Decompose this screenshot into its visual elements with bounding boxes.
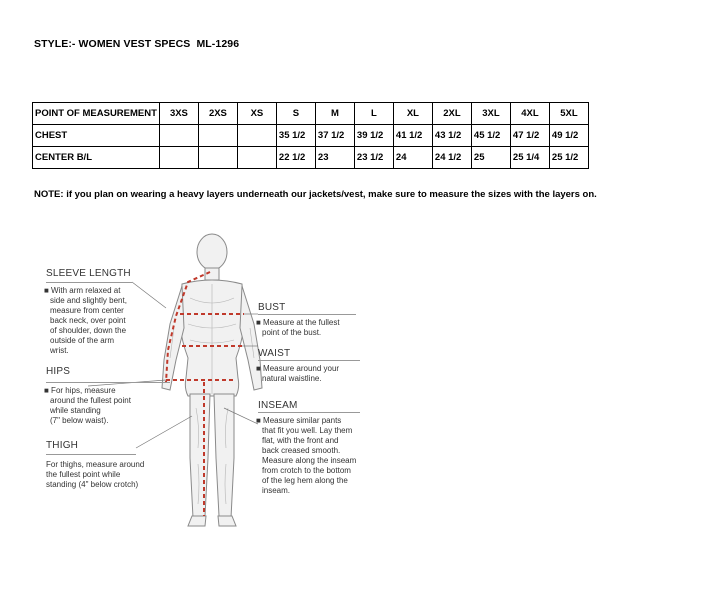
table-cell: 25 1/2 xyxy=(549,147,588,169)
hips-text-line: around the fullest point xyxy=(50,396,131,405)
waist-heading: WAIST xyxy=(258,348,291,359)
sleeve-heading: SLEEVE LENGTH xyxy=(46,268,131,279)
inseam-text-line: that fit you well. Lay them xyxy=(262,426,353,435)
measurement-guide xyxy=(30,228,372,540)
table-cell: 23 xyxy=(315,147,354,169)
table-cell xyxy=(198,125,237,147)
table-cell: 41 1/2 xyxy=(393,125,432,147)
thigh-description xyxy=(46,460,144,490)
header-cell: XL xyxy=(393,103,432,125)
hips-description xyxy=(44,386,131,426)
table-cell: 49 1/2 xyxy=(549,125,588,147)
table-cell: 35 1/2 xyxy=(276,125,315,147)
table-cell: 25 1/4 xyxy=(510,147,549,169)
spec-table xyxy=(32,102,589,169)
inseam-text-line: back creased smooth. xyxy=(262,446,341,455)
table-row xyxy=(33,125,589,147)
table-cell: 47 1/2 xyxy=(510,125,549,147)
row-label: CENTER B/L xyxy=(33,147,160,169)
header-cell: 4XL xyxy=(510,103,549,125)
table-cell: 25 xyxy=(471,147,510,169)
sleeve-description xyxy=(44,286,127,356)
header-cell: 3XL xyxy=(471,103,510,125)
table-cell: 45 1/2 xyxy=(471,125,510,147)
table-cell: 23 1/2 xyxy=(354,147,393,169)
hips-text-line: ■ For hips, measure xyxy=(44,386,116,395)
hips-heading: HIPS xyxy=(46,366,71,377)
bust-underline xyxy=(258,314,356,315)
sleeve-text-line: outside of the arm xyxy=(50,336,115,345)
inseam-heading: INSEAM xyxy=(258,400,298,411)
inseam-text-line: of the leg hem along the xyxy=(262,476,348,485)
bust-description xyxy=(256,318,340,338)
waist-underline xyxy=(258,360,360,361)
inseam-text-line: inseam. xyxy=(262,486,291,495)
table-cell: 22 1/2 xyxy=(276,147,315,169)
table-cell xyxy=(237,125,276,147)
row-label: CHEST xyxy=(33,125,160,147)
table-cell: 24 1/2 xyxy=(432,147,471,169)
table-cell: 39 1/2 xyxy=(354,125,393,147)
header-cell: POINT OF MEASUREMENT xyxy=(33,103,160,125)
header-cell: L xyxy=(354,103,393,125)
header-cell: 2XL xyxy=(432,103,471,125)
inseam-text-line: ■ Measure similar pants xyxy=(256,416,342,425)
inseam-underline xyxy=(258,412,360,413)
table-cell: 37 1/2 xyxy=(315,125,354,147)
thigh-text-line: For thighs, measure around xyxy=(46,460,145,469)
waist-text-line: natural waistline. xyxy=(262,374,322,383)
header-cell: 5XL xyxy=(549,103,588,125)
bust-heading: BUST xyxy=(258,302,286,313)
table-cell: 43 1/2 xyxy=(432,125,471,147)
table-cell: 24 xyxy=(393,147,432,169)
sleeve-text-line: back neck, over point xyxy=(50,316,126,325)
page-title: STYLE:- WOMEN VEST SPECS ML-1296 xyxy=(34,38,240,50)
thigh-text-line: the fullest point while xyxy=(46,470,121,479)
table-cell xyxy=(237,147,276,169)
inseam-text-line: flat, with the front and xyxy=(262,436,339,445)
inseam-text-line: Measure along the inseam xyxy=(262,456,357,465)
hips-text-line: while standing xyxy=(50,406,101,415)
inseam-text-line: from crotch to the bottom xyxy=(262,466,351,475)
waist-description xyxy=(256,364,339,384)
sleeve-text-line: measure from center xyxy=(50,306,124,315)
sleeve-underline xyxy=(46,282,132,283)
hips-text-line: (7" below waist). xyxy=(50,416,109,425)
table-cell xyxy=(159,147,198,169)
sleeve-text-line: of shoulder, down the xyxy=(50,326,127,335)
layering-note: NOTE: if you plan on wearing a heavy layers underneath our jackets/vest, make sure to measure the sizes with the layers on. xyxy=(34,189,597,200)
thigh-text-line: standing (4" below crotch) xyxy=(46,480,139,489)
header-cell: M xyxy=(315,103,354,125)
bust-text-line: ■ Measure at the fullest xyxy=(256,318,340,327)
header-cell: XS xyxy=(237,103,276,125)
header-cell: S xyxy=(276,103,315,125)
hips-underline xyxy=(46,382,170,383)
waist-text-line: ■ Measure around your xyxy=(256,364,340,373)
sleeve-text-line: wrist. xyxy=(50,346,69,355)
sleeve-text-line: ■ With arm relaxed at xyxy=(44,286,121,295)
table-header-row xyxy=(33,103,589,125)
table-cell xyxy=(159,125,198,147)
sleeve-text-line: side and slightly bent, xyxy=(50,296,127,305)
bust-text-line: point of the bust. xyxy=(262,328,322,337)
thigh-heading: THIGH xyxy=(46,440,79,451)
thigh-underline xyxy=(46,454,136,455)
inseam-description xyxy=(256,416,356,496)
header-cell: 3XS xyxy=(159,103,198,125)
header-cell: 2XS xyxy=(198,103,237,125)
table-row xyxy=(33,147,589,169)
table-cell xyxy=(198,147,237,169)
